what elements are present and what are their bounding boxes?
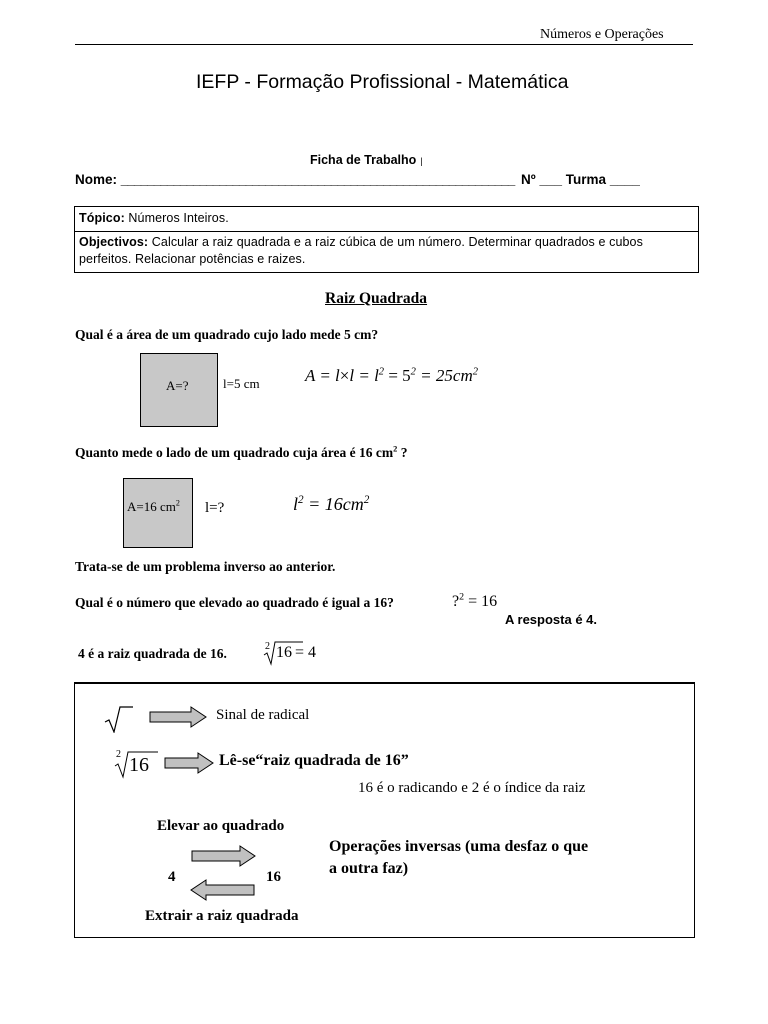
section-header: Números e Operações: [540, 27, 664, 42]
formula-3-exp: 2: [459, 591, 465, 603]
inverse-operations-line1: Operações inversas (uma desfaz o que: [329, 838, 589, 855]
sheet-subtitle: [310, 153, 423, 167]
formula-1-exp-a: 2: [378, 366, 385, 378]
formula-1-mid: l = l: [349, 366, 379, 385]
arrow-left-icon: [190, 879, 255, 901]
square-2-text: A=16 cm: [127, 499, 176, 514]
question-2: [75, 445, 407, 461]
root-2-index: 2: [116, 749, 121, 760]
number-label: Nº: [521, 172, 536, 187]
topic-box: [74, 206, 699, 273]
question-3: Qual é o número que elevado ao quadrado é igual a 16?: [75, 595, 394, 610]
topic-row: [79, 210, 695, 227]
name-label: Nome:: [75, 172, 118, 187]
formula-1-cross: ×: [339, 366, 350, 385]
root-statement: 4 é a raiz quadrada de 16.: [78, 646, 227, 661]
sheet-subtitle-text: Ficha de Trabalho: [310, 153, 417, 167]
formula-2-eq: = 16cm: [303, 494, 364, 514]
side-label-2: l=?: [205, 500, 225, 516]
formula-1-exp-b: 2: [410, 366, 416, 378]
formula-2-exp-a: 2: [298, 494, 304, 506]
root-2-radicand: 16: [129, 754, 149, 776]
inverse-statement: Trata-se de um problema inverso ao anterior.: [75, 559, 336, 574]
answer-text: A resposta é 4.: [505, 612, 598, 627]
section-title: Raiz Quadrada: [325, 290, 428, 307]
left-number: 4: [168, 869, 176, 885]
formula-2: [293, 494, 369, 515]
question-2-exp: 2: [393, 444, 398, 454]
square-figure-2: [123, 478, 193, 548]
question-1: Qual é a área de um quadrado cujo lado mede 5 cm?: [75, 327, 379, 342]
square-1-label: A=?: [166, 378, 189, 393]
formula-3-eq: = 16: [464, 593, 498, 610]
header-rule: [75, 44, 693, 45]
name-field[interactable]: ____________________________________________________________: [120, 172, 515, 187]
inverse-operations-line2: a outra faz): [329, 860, 409, 877]
arrow-right-icon: [191, 845, 256, 867]
objectives-row: [79, 234, 695, 268]
formula-3-q: ?: [452, 593, 460, 610]
square-figure-1: [140, 353, 218, 427]
number-field[interactable]: ___: [539, 172, 563, 187]
formula-3: [452, 593, 497, 611]
formula-1-result: = 25cm: [415, 366, 473, 385]
right-number: 16: [266, 869, 281, 885]
read-as-label: Lê-se“raiz quadrada de 16”: [219, 752, 409, 769]
formula-1: [305, 366, 478, 386]
root-expression-1: [263, 640, 333, 666]
square-operation-label: Elevar ao quadrado: [157, 818, 285, 834]
formula-1-exp-c: 2: [472, 366, 478, 378]
formula-1-start: A = l: [305, 366, 340, 385]
arrow-right-icon: [164, 752, 214, 774]
radicand-index-note: 16 é o radicando e 2 é o índice da raiz: [358, 780, 586, 796]
topic-label: Tópico:: [79, 211, 125, 225]
objectives-label: Objectivos:: [79, 235, 149, 249]
class-field[interactable]: ____: [609, 172, 640, 187]
page-title: IEFP - Formação Profissional - Matemática: [196, 71, 569, 93]
question-2-end: ?: [397, 445, 408, 460]
question-2-text: Quanto mede o lado de um quadrado cuja área é 16 cm: [75, 445, 394, 460]
class-label: Turma: [565, 172, 607, 187]
objectives-text: Calcular a raiz quadrada e a raiz cúbica de um número. Determinar quadrados e cubos perfeitos. Relacionar potências e raizes.: [79, 235, 643, 266]
topic-text: Números Inteiros.: [128, 211, 229, 225]
student-info-line[interactable]: [75, 172, 640, 187]
formula-2-exp-b: 2: [363, 494, 370, 506]
radical-symbol: [104, 705, 134, 733]
extract-root-label: Extrair a raiz quadrada: [145, 908, 299, 924]
formula-1-eq: = 5: [384, 366, 411, 385]
root-1-index: 2: [265, 641, 270, 652]
side-label-1: l=5 cm: [223, 376, 260, 391]
formula-2-l: l: [293, 494, 299, 514]
square-2-exp: 2: [175, 498, 180, 508]
root-expression-2: [114, 749, 160, 779]
text-cursor: |: [420, 156, 423, 166]
topic-divider: [75, 231, 698, 232]
radical-label: Sinal de radical: [216, 707, 310, 723]
root-1-result: = 4: [295, 644, 317, 661]
arrow-right-icon: [149, 706, 207, 728]
root-1-radicand: 16: [276, 644, 292, 661]
square-2-label: [127, 499, 180, 515]
